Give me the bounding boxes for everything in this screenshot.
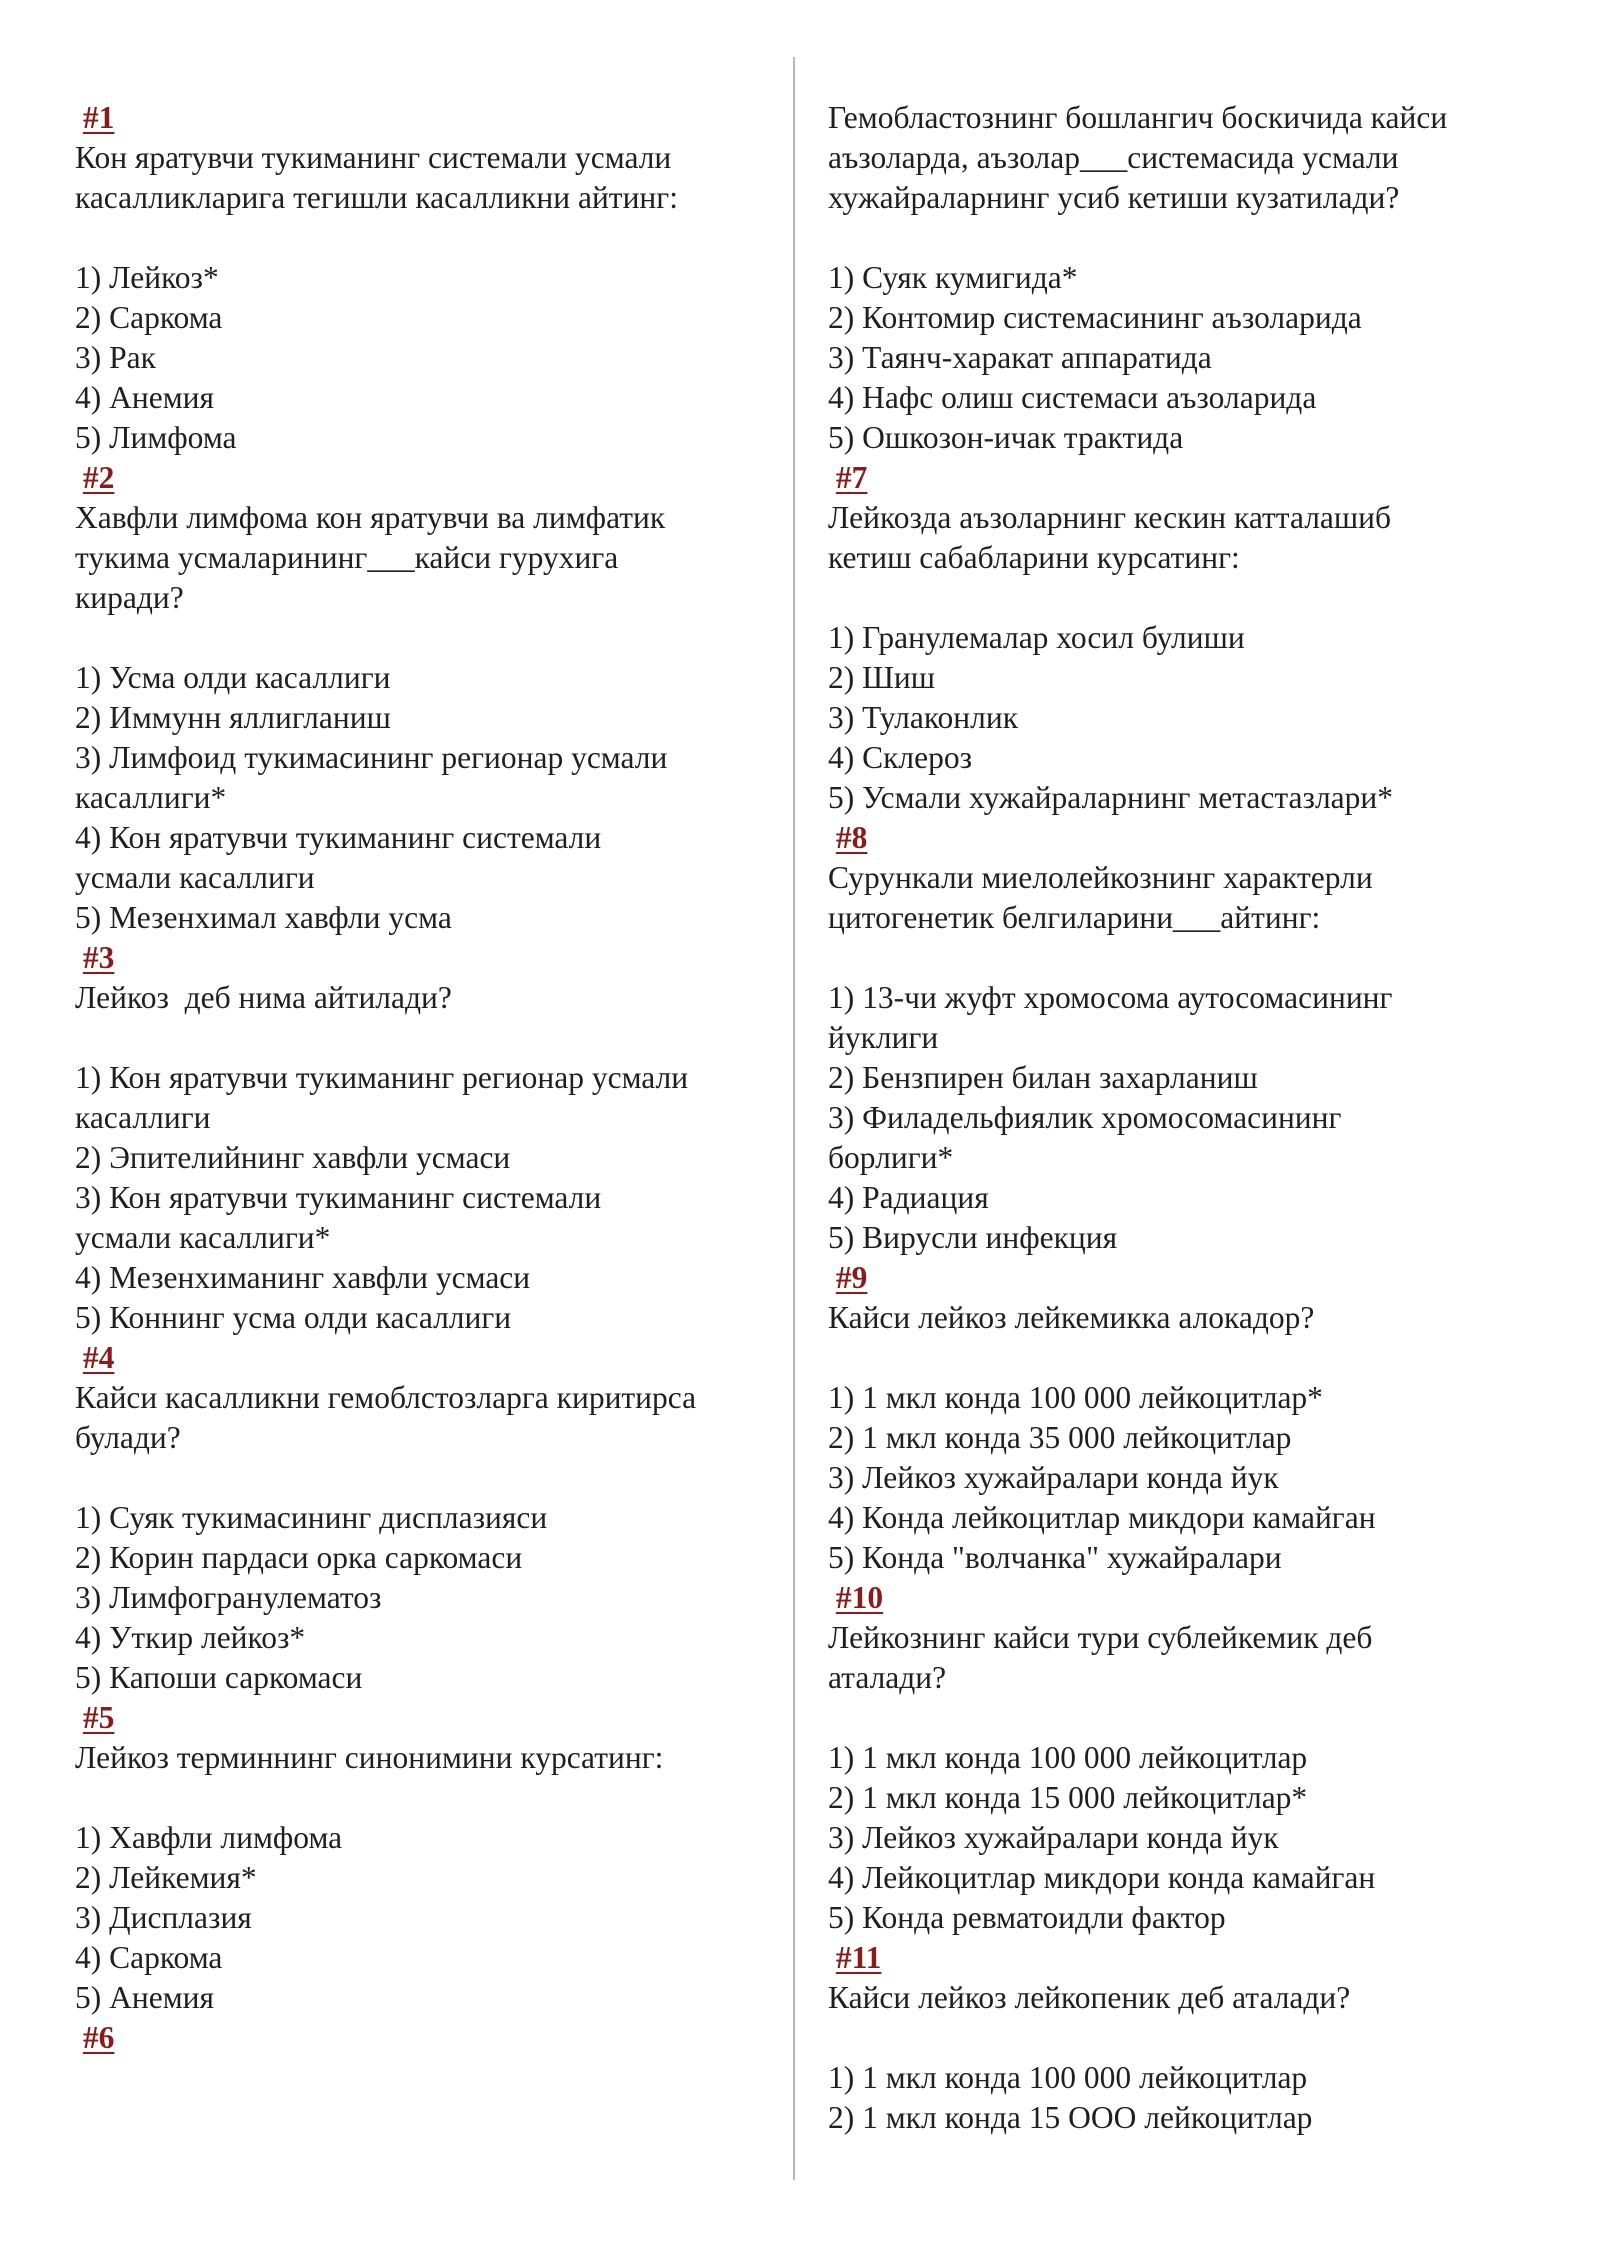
- question-text-line: касаллиги*: [75, 780, 227, 815]
- question-number-label: #6: [82, 2020, 115, 2055]
- blank-line: [75, 218, 790, 258]
- question-number-label: #11: [835, 1940, 882, 1975]
- question-text-line: борлиги*: [828, 1140, 954, 1175]
- answer-option-line: 2) Лейкемия*: [75, 1860, 257, 1895]
- answer-option-line: 2) 1 мкл конда 35 000 лейкоцитлар: [828, 1420, 1292, 1455]
- blank-line: [828, 578, 1543, 618]
- question-number-label: #3: [82, 940, 115, 975]
- question-text-line: тукима усмаларининг___кайси гурухига: [75, 540, 619, 575]
- answer-option-line: 3) Лимфогранулематоз: [75, 1580, 382, 1615]
- question-text-line: хужайраларнинг усиб кетиши кузатилади?: [828, 180, 1400, 215]
- answer-option-line: 3) Филадельфиялик хромосомасининг: [828, 1100, 1342, 1135]
- answer-option-line: 3) Лейкоз хужайралари конда йук: [828, 1820, 1279, 1855]
- question-text-line: касаллиги: [75, 1100, 211, 1135]
- answer-option-line: 1) 1 мкл конда 100 000 лейкоцитлар*: [828, 1380, 1323, 1415]
- question-text-line: касалликларига тегишли касалликни айтинг:: [75, 180, 678, 215]
- question-number-q8: [828, 818, 1543, 858]
- question-text-line: усмали касаллиги*: [75, 1220, 331, 1255]
- question-text-line: Лейкознинг кайси тури сублейкемик деб: [828, 1620, 1373, 1655]
- question-text-line: Лейкозда аъзоларнинг кескин катталашиб: [828, 500, 1392, 535]
- question-text-line: Лейкоз деб нима айтилади?: [75, 980, 452, 1015]
- blank-line: [828, 218, 1543, 258]
- answer-option-line: 3) Лимфоид тукимасининг регионар усмали: [75, 740, 668, 775]
- answer-option-line: 1) Кон яратувчи тукиманинг регионар усмали: [75, 1060, 689, 1095]
- answer-option-line: 4) Конда лейкоцитлар микдори камайган: [828, 1500, 1376, 1535]
- question-number-q6: [75, 2018, 790, 2058]
- answer-option-line: 5) Мезенхимал хавфли усма: [75, 900, 452, 935]
- question-text-line: Кайси лейкоз лейкемикка алокадор?: [828, 1300, 1315, 1335]
- question-text-line: цитогенетик белгиларини___айтинг:: [828, 900, 1321, 935]
- answer-option-line: 3) Таянч-харакат аппаратида: [828, 340, 1212, 375]
- question-text-line: Кон яратувчи тукиманинг системали усмали: [75, 140, 672, 175]
- question-text-line: Кайси касалликни гемоблстозларга киритирса: [75, 1380, 697, 1415]
- answer-option-line: 5) Конда "волчанка" хужайралари: [828, 1540, 1282, 1575]
- right-column: [828, 98, 1543, 2138]
- answer-option-line: 4) Мезенхиманинг хавфли усмаси: [75, 1260, 531, 1295]
- question-text-line: усмали касаллиги: [75, 860, 315, 895]
- answer-option-line: 4) Склероз: [828, 740, 973, 775]
- answer-option-line: 2) Бензпирен билан захарланиш: [828, 1060, 1258, 1095]
- answer-option-line: 2) Шиш: [828, 660, 936, 695]
- question-number-q7: [828, 458, 1543, 498]
- answer-option-line: 1) Гранулемалар хосил булиши: [828, 620, 1245, 655]
- blank-line: [75, 1018, 790, 1058]
- question-number-label: #5: [82, 1700, 115, 1735]
- answer-option-line: 5) Коннинг усма олди касаллиги: [75, 1300, 512, 1335]
- answer-option-line: 1) Хавфли лимфома: [75, 1820, 343, 1855]
- answer-option-line: 4) Саркома: [75, 1940, 223, 1975]
- answer-option-line: 1) Суяк тукимасининг дисплазияси: [75, 1500, 548, 1535]
- answer-option-line: 5) Вирусли инфекция: [828, 1220, 1118, 1255]
- question-number-q5: [75, 1698, 790, 1738]
- answer-option-line: 4) Анемия: [75, 380, 214, 415]
- answer-option-line: 5) Конда ревматоидли фактор: [828, 1900, 1226, 1935]
- answer-option-line: 3) Кон яратувчи тукиманинг системали: [75, 1180, 602, 1215]
- answer-option-line: 2) Саркома: [75, 300, 223, 335]
- answer-option-line: 2) 1 мкл конда 15 ООО лейкоцитлар: [828, 2100, 1313, 2135]
- question-text-line: Сурункали миелолейкознинг характерли: [828, 860, 1373, 895]
- blank-line: [828, 2018, 1543, 2058]
- answer-option-line: 5) Анемия: [75, 1980, 214, 2015]
- answer-option-line: 4) Кон яратувчи тукиманинг системали: [75, 820, 602, 855]
- answer-option-line: 4) Нафс олиш системаси аъзоларида: [828, 380, 1317, 415]
- answer-option-line: 5) Усмали хужайраларнинг метастазлари*: [828, 780, 1394, 815]
- blank-line: [828, 1698, 1543, 1738]
- question-number-label: #1: [82, 100, 115, 135]
- column-divider: [793, 57, 795, 2180]
- question-number-q2: [75, 458, 790, 498]
- left-column: [75, 98, 790, 2058]
- answer-option-line: 4) Лейкоцитлар микдори конда камайган: [828, 1860, 1376, 1895]
- answer-option-line: 3) Лейкоз хужайралари конда йук: [828, 1460, 1279, 1495]
- question-text-line: булади?: [75, 1420, 181, 1455]
- question-number-q9: [828, 1258, 1543, 1298]
- answer-option-line: 1) Усма олди касаллиги: [75, 660, 391, 695]
- answer-option-line: 4) Уткир лейкоз*: [75, 1620, 306, 1655]
- question-text-line: аталади?: [828, 1660, 947, 1695]
- answer-option-line: 5) Лимфома: [75, 420, 237, 455]
- blank-line: [75, 618, 790, 658]
- question-number-q3: [75, 938, 790, 978]
- answer-option-line: 5) Капоши саркомаси: [75, 1660, 363, 1695]
- answer-option-line: 2) Эпителийнинг хавфли усмаси: [75, 1140, 511, 1175]
- question-text-line: Лейкоз терминнинг синонимини курсатинг:: [75, 1740, 664, 1775]
- answer-option-line: 1) Суяк кумигида*: [828, 260, 1078, 295]
- blank-line: [828, 1338, 1543, 1378]
- answer-option-line: 1) 1 мкл конда 100 000 лейкоцитлар: [828, 1740, 1308, 1775]
- question-text-line: киради?: [75, 580, 184, 615]
- answer-option-line: 2) Корин пардаси орка саркомаси: [75, 1540, 523, 1575]
- question-text-line: Гемобластознинг бошлангич боскичида кайси: [828, 100, 1448, 135]
- question-text-line: кетиш сабабларини курсатинг:: [828, 540, 1240, 575]
- question-text-line: Хавфли лимфома кон яратувчи ва лимфатик: [75, 500, 666, 535]
- question-number-label: #10: [835, 1580, 884, 1615]
- answer-option-line: 2) Иммунн яллигланиш: [75, 700, 391, 735]
- blank-line: [75, 1458, 790, 1498]
- question-number-label: #8: [835, 820, 868, 855]
- answer-option-line: 4) Радиация: [828, 1180, 989, 1215]
- answer-option-line: 5) Ошкозон-ичак трактида: [828, 420, 1184, 455]
- question-number-q11: [828, 1938, 1543, 1978]
- answer-option-line: 1) 13-чи жуфт хромосома аутосомасининг: [828, 980, 1393, 1015]
- answer-option-line: 3) Рак: [75, 340, 156, 375]
- answer-option-line: 2) 1 мкл конда 15 000 лейкоцитлар*: [828, 1780, 1308, 1815]
- blank-line: [75, 1778, 790, 1818]
- question-number-label: #9: [835, 1260, 868, 1295]
- question-text-line: аъзоларда, аъзолар___системасида усмали: [828, 140, 1399, 175]
- question-text-line: Кайси лейкоз лейкопеник деб аталади?: [828, 1980, 1351, 2015]
- answer-option-line: 1) Лейкоз*: [75, 260, 219, 295]
- question-text-line: йуклиги: [828, 1020, 939, 1055]
- answer-option-line: 2) Контомир системасининг аъзоларида: [828, 300, 1362, 335]
- question-number-q4: [75, 1338, 790, 1378]
- question-number-label: #4: [82, 1340, 115, 1375]
- answer-option-line: 3) Дисплазия: [75, 1900, 252, 1935]
- question-number-label: #2: [82, 460, 115, 495]
- question-number-q1: [75, 98, 790, 138]
- answer-option-line: 1) 1 мкл конда 100 000 лейкоцитлар: [828, 2060, 1308, 2095]
- question-number-label: #7: [835, 460, 868, 495]
- blank-line: [828, 938, 1543, 978]
- question-number-q10: [828, 1578, 1543, 1618]
- answer-option-line: 3) Тулаконлик: [828, 700, 1019, 735]
